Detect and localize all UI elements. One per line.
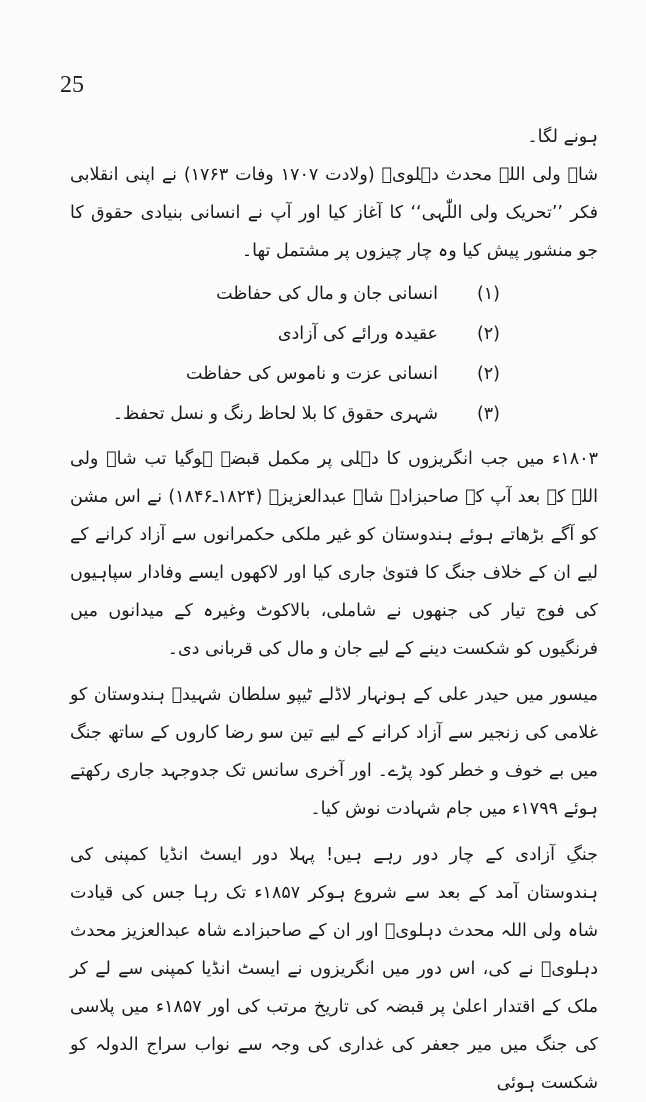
paragraph: جنگِ آزادی کے چار دور رہے ہیں! پہلا دور ایسٹ انڈیا کمپنی کی ہندوستان آمد کے بعد سے شروع ہوکر ۱۸۵۷ء تک رہا جس کی قیادت شاہ ولی اللہ محدث دہلویؒ اور ان کے صاحبزادے شاہ عبدالعزیز محدث دہلویؒ نے کی، اس دور میں انگریزوں نے ایسٹ انڈیا کمپنی سے لے کر ملک کے اقتدار اعلیٰ پر قبضہ کی تاریخ مرتب کی اور ۱۸۵۷ء میں پلاسی کی جنگ میں میر جعفر کی غداری کی وجہ سے نواب سراج الدولہ کو شکست ہوئی bbox=[70, 845, 599, 1093]
paragraph: شاہ ولی اللہ محدث دہلویؒ (ولادت ۱۷۰۷ وفات ۱۷۶۳) نے اپنی انقلابی فکر ’’تحریک ولی اللّٰہی‘‘ کا آغاز کیا اور آپ نے انسانی بنیادی حقوق کا جو منشور پیش کیا وہ چار چیزوں پر مشتمل تھا۔ bbox=[70, 165, 599, 261]
paragraph: ہونے لگا۔ bbox=[527, 127, 598, 147]
body-text bbox=[70, 118, 598, 1102]
page-number: 25 bbox=[60, 72, 84, 98]
paragraph: ۱۸۰۳ء میں جب انگریزوں کا دہلی پر مکمل قبضہ ہوگیا تب شاہ ولی اللہ کے بعد آپ کے صاحبزادے شاہ عبدالعزیزؒ (۱۸۲۴ـ۱۸۴۶) نے اس مشن کو آگے بڑھاتے ہوئے ہندوستان کو غیر ملکی حکمرانوں سے آزاد کرانے کے لیے ان کے خلاف جنگ کا فتویٰ جاری کیا اور لاکھوں ایسے وفادار سپاہیوں کی فوج تیار کی جنھوں نے شاملی، بالاکوٹ وغیرہ کے میدانوں میں فرنگیوں کو شکست دینے کے لیے جان و مال کی قربانی دی۔ bbox=[70, 449, 598, 659]
rights-list bbox=[70, 274, 598, 434]
list-number: (۳) bbox=[476, 404, 500, 424]
list-item bbox=[70, 274, 598, 314]
list-number: (۱) bbox=[476, 284, 500, 304]
list-item bbox=[70, 314, 598, 354]
list-text: شہری حقوق کا بلا لحاظ رنگ و نسل تحفظ۔ bbox=[112, 404, 438, 424]
paragraph: میسور میں حیدر علی کے ہونہار لاڈلے ٹیپو سلطان شہیدؒ ہندوستان کو غلامی کی زنجیر سے آزاد کرانے کے لیے تین سو رضا کاروں کے ساتھ جنگ میں بے خوف و خطر کود پڑے۔ اور آخری سانس تک جدوجہد جاری رکھتے ہوئے ۱۷۹۹ء میں جام شہادت نوش کیا۔ bbox=[70, 685, 598, 819]
list-number: (۲) bbox=[476, 364, 500, 384]
list-text: عقیدہ ورائے کی آزادی bbox=[277, 324, 438, 344]
list-number: (۲) bbox=[476, 324, 500, 344]
list-item bbox=[70, 394, 598, 434]
list-text: انسانی عزت و ناموس کی حفاظت bbox=[186, 364, 438, 384]
list-item bbox=[70, 354, 598, 394]
list-text: انسانی جان و مال کی حفاظت bbox=[216, 284, 438, 304]
